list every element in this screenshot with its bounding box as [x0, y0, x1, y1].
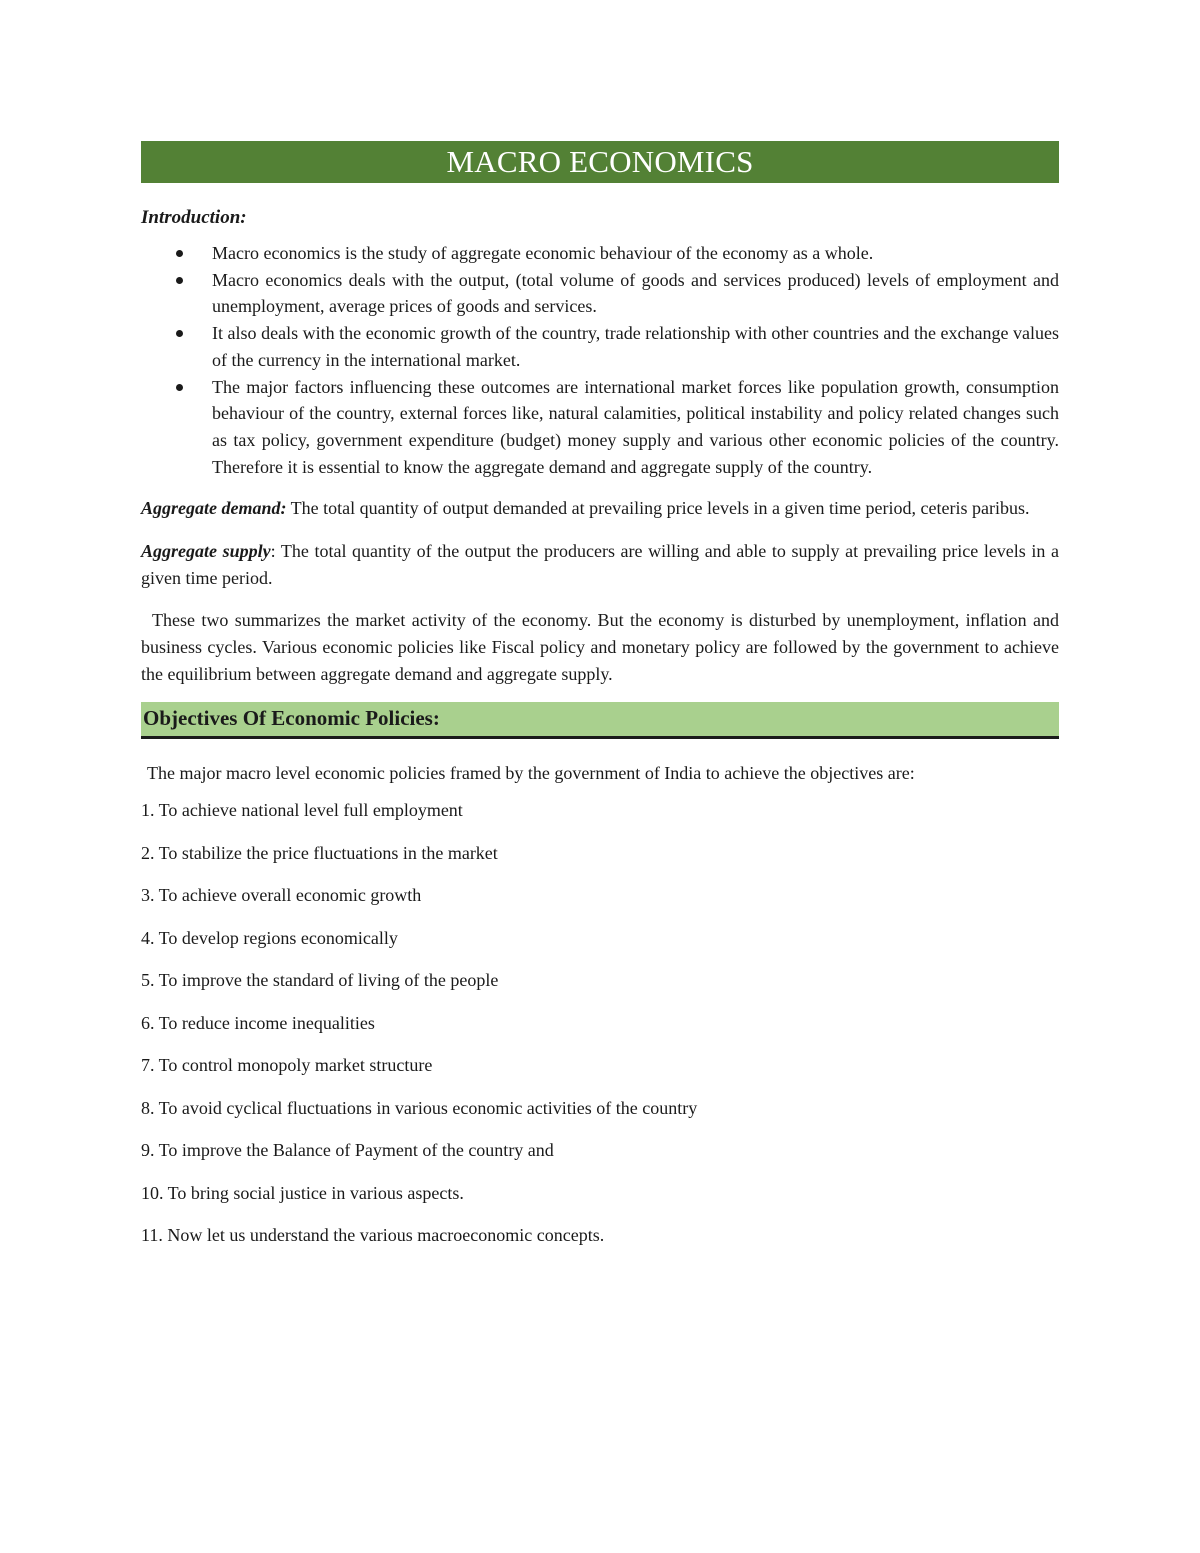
bullet-icon: [176, 277, 183, 284]
objectives-intro: The major macro level economic policies framed by the government of India to achieve the objectives are:: [147, 762, 915, 783]
list-item: [141, 240, 1059, 267]
list-item: [141, 267, 1059, 320]
aggregate-demand-text: The total quantity of output demanded at prevailing price levels in a given time period, ceteris paribus.: [286, 498, 1030, 519]
list-item: [141, 320, 1059, 373]
list-item: 5. To improve the standard of living of the people: [141, 970, 499, 991]
list-item: 6. To reduce income inequalities: [141, 1012, 375, 1033]
list-item: 4. To develop regions economically: [141, 927, 398, 948]
bullet-text: The major factors influencing these outcomes are international market forces like population growth, consumption behaviour of the country, external forces like, natural calamities, political instability and policy related changes such as tax policy, government expenditure (budget) money supply and various other economic policies of the country. Therefore it is essential to know the aggregate demand and aggregate supply of the country.: [212, 376, 1059, 477]
document-title: MACRO ECONOMICS: [446, 144, 754, 179]
introduction-heading: Introduction:: [141, 207, 247, 228]
list-item: 10. To bring social justice in various aspects.: [141, 1182, 464, 1203]
aggregate-supply-definition: [141, 538, 1059, 591]
list-item: 3. To achieve overall economic growth: [141, 885, 422, 906]
list-item: 1. To achieve national level full employment: [141, 800, 463, 821]
title-banner: [141, 141, 1059, 183]
aggregate-demand-definition: [141, 495, 1059, 522]
bullet-icon: [176, 250, 183, 257]
list-item: 8. To avoid cyclical fluctuations in various economic activities of the country: [141, 1097, 698, 1118]
aggregate-demand-term: Aggregate demand:: [141, 498, 287, 519]
objectives-heading-text: Objectives Of Economic Policies:: [143, 706, 440, 731]
bullet-text: Macro economics is the study of aggregate economic behaviour of the economy as a whole.: [212, 243, 874, 263]
summary-paragraph: These two summarizes the market activity of the economy. But the economy is disturbed by unemployment, inflation and business cycles. Various economic policies like Fiscal policy and monetary policy are followed by the government to achieve the equilibrium between aggregate demand and aggregate supply.: [141, 610, 1059, 684]
bullet-text: It also deals with the economic growth of the country, trade relationship with other countries and the exchange values of the currency in the international market.: [212, 323, 1059, 370]
document-page: [141, 141, 1059, 1265]
list-item: 7. To control monopoly market structure: [141, 1055, 433, 1076]
list-item: 9. To improve the Balance of Payment of the country and: [141, 1140, 554, 1161]
aggregate-supply-term: Aggregate supply: [141, 541, 271, 562]
bullet-icon: [176, 330, 183, 337]
bullet-icon: [176, 384, 183, 391]
aggregate-supply-text: : The total quantity of the output the producers are willing and able to supply at prevailing price levels in a given time period.: [141, 541, 1059, 588]
list-item: 11. Now let us understand the various macroeconomic concepts.: [141, 1225, 605, 1246]
objectives-section-heading: [141, 702, 1059, 739]
list-item: [141, 374, 1059, 481]
introduction-bullet-list: [141, 240, 1059, 480]
list-item: 2. To stabilize the price fluctuations in the market: [141, 842, 498, 863]
objectives-list: [141, 797, 1059, 1249]
bullet-text: Macro economics deals with the output, (total volume of goods and services produced) levels of employment and unemployment, average prices of goods and services.: [212, 269, 1059, 317]
